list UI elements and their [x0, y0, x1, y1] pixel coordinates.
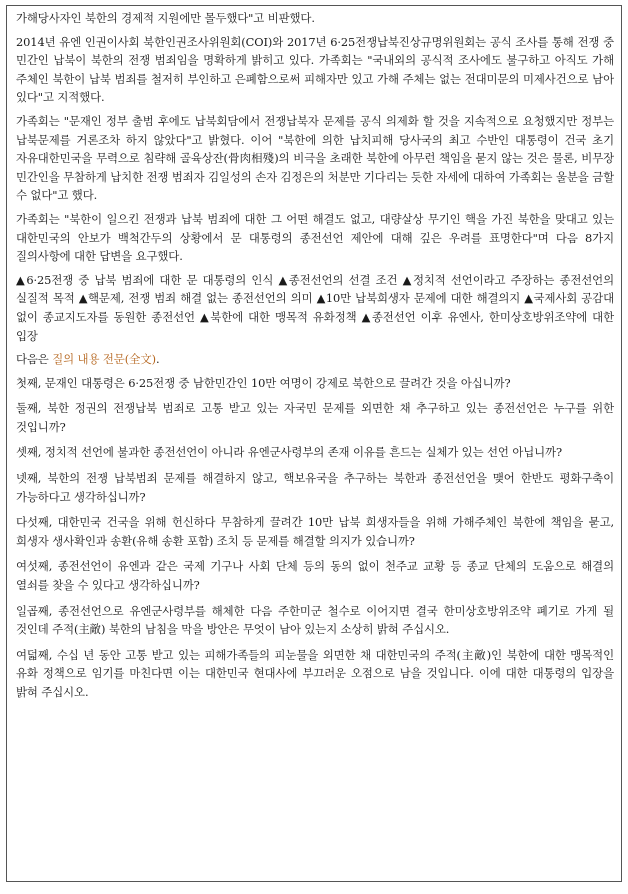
question-item: 셋째, 정치적 선언에 불과한 종전선언이 아니라 유엔군사령부의 존재 이유를 흔드는 실체가 있는 선언 아닙니까?	[16, 445, 562, 460]
section-heading	[16, 350, 614, 369]
paragraph: 2014년 유엔 인권이사회 북한인권조사위원회(COI)와 2017년 6·25전쟁납북진상규명위원회는 공식 조사를 통해 전쟁 중 민간인 납북이 북한의 전쟁 범죄임을 명확하게 밝히고 있다. 가족회는 "국내외의 공식적 조사에도 불구하고 아직도 가해 주체인 북한이 납북 범죄를 철저히 부인하고 은폐함으로써 피해자만 있고 가해 주체는 없는 전대미문의 미제사건으로 남아 있다"고 지적했다.	[16, 34, 614, 105]
document-page	[6, 5, 622, 882]
heading-accent: 질의 내용 전문(全文)	[52, 352, 156, 367]
question-item: 일곱째, 종전선언으로 유엔군사령부를 해체한 다음 주한미군 철수로 이어지면 결국 한미상호방위조약 폐기로 가게 될 것인데 주적(主敵) 북한의 남침을 막을 방안은 무엇이 남아 있는지 소상히 밝혀 주십시오.	[16, 603, 614, 637]
question-item: 넷째, 북한의 전쟁 납북범죄 문제를 해결하지 않고, 핵보유국을 추구하는 북한과 종전선언을 맺어 한반도 평화구축이 가능하다고 생각하십니까?	[16, 471, 614, 504]
question-item: 다섯째, 대한민국 건국을 위해 헌신하다 무참하게 끌려간 10만 납북 희생자들을 위해 가해주체인 북한에 책임을 묻고, 희생자 생사확인과 송환(유해 송환 포함) 조치 등 문제를 해결할 의지가 있습니까?	[16, 515, 614, 548]
agenda-summary: ▲6·25전쟁 중 납북 범죄에 대한 문 대통령의 인식 ▲종전선언의 선결 조건 ▲정치적 선언이라고 주장하는 종전선언의 실질적 목적 ▲핵문제, 전쟁 범죄 해결 없는 종전선언의 의미 ▲10만 납북희생자 문제에 대한 해결의지 ▲국제사회 공감대 없이 종교지도자를 동원한 종전선언 ▲북한에 대한 맹목적 유화정책 ▲종전선언 이후 유엔사, 한미상호방위조약에 대한 입장	[16, 272, 614, 343]
question-item: 둘째, 북한 정권의 전쟁납북 범죄로 고통 받고 있는 자국민 문제를 외면한 채 추구하고 있는 종전선언은 누구를 위한 것입니까?	[16, 401, 614, 434]
question-item: 여섯째, 종전선언이 유엔과 같은 국제 기구나 사회 단체 등의 동의 없이 천주교 교황 등 종교 단체의 도움으로 해결의 열쇠를 찾을 수 있다고 생각하십니까?	[16, 559, 614, 593]
heading-prefix: 다음은	[16, 352, 53, 367]
paragraph: 가족회는 "북한이 일으킨 전쟁과 납북 범죄에 대한 그 어떤 해결도 없고, 대량살상 무기인 핵을 가진 북한을 맞대고 있는 대한민국의 안보가 백척간두의 상황에서 문 대통령의 종전선언 제안에 대해 깊은 우려를 표명한다"며 다음 8가지 질의사항에 대한 답변을 요구했다.	[16, 211, 614, 264]
paragraph: 가해당사자인 북한의 경제적 지원에만 몰두했다"고 비판했다.	[16, 11, 315, 25]
paragraph: 가족회는 "문재인 정부 출범 후에도 납북회담에서 전쟁납북자 문제를 공식 의제화 할 것을 지속적으로 요청했지만 정부는 납북문제를 거론조차 하지 않았다"고 밝혔다. 이어 "북한에 의한 납치피해 당사국의 최고 수반인 대통령이 건국 초기 자유대한민국을 무력으로 침략해 골육상잔(骨肉相殘)의 비극을 초래한 북한에 아무런 책임을 묻지 않는 것은 물론, 비무장 민간인을 무참하게 납치한 전쟁 범죄자 김일성의 손자 김정은의 처분만 기다리는 듯한 자세에 대하여 가족회는 울분을 금할 수 없다"고 했다.	[16, 113, 614, 203]
question-item: 첫째, 문재인 대통령은 6·25전쟁 중 남한민간인 10만 여명이 강제로 북한으로 끌려간 것을 아십니까?	[16, 375, 511, 390]
heading-suffix: .	[155, 352, 160, 367]
question-item: 여덟째, 수십 년 동안 고통 받고 있는 피해가족들의 피눈물을 외면한 채 대한민국의 주적(主敵)인 북한에 대한 맹목적인 유화 정책으로 임기를 마친다면 이는 대한민국 현대사에 부끄러운 오점으로 남을 것입니다. 이에 대한 대통령의 입장을 밝혀 주십시오.	[16, 647, 614, 699]
